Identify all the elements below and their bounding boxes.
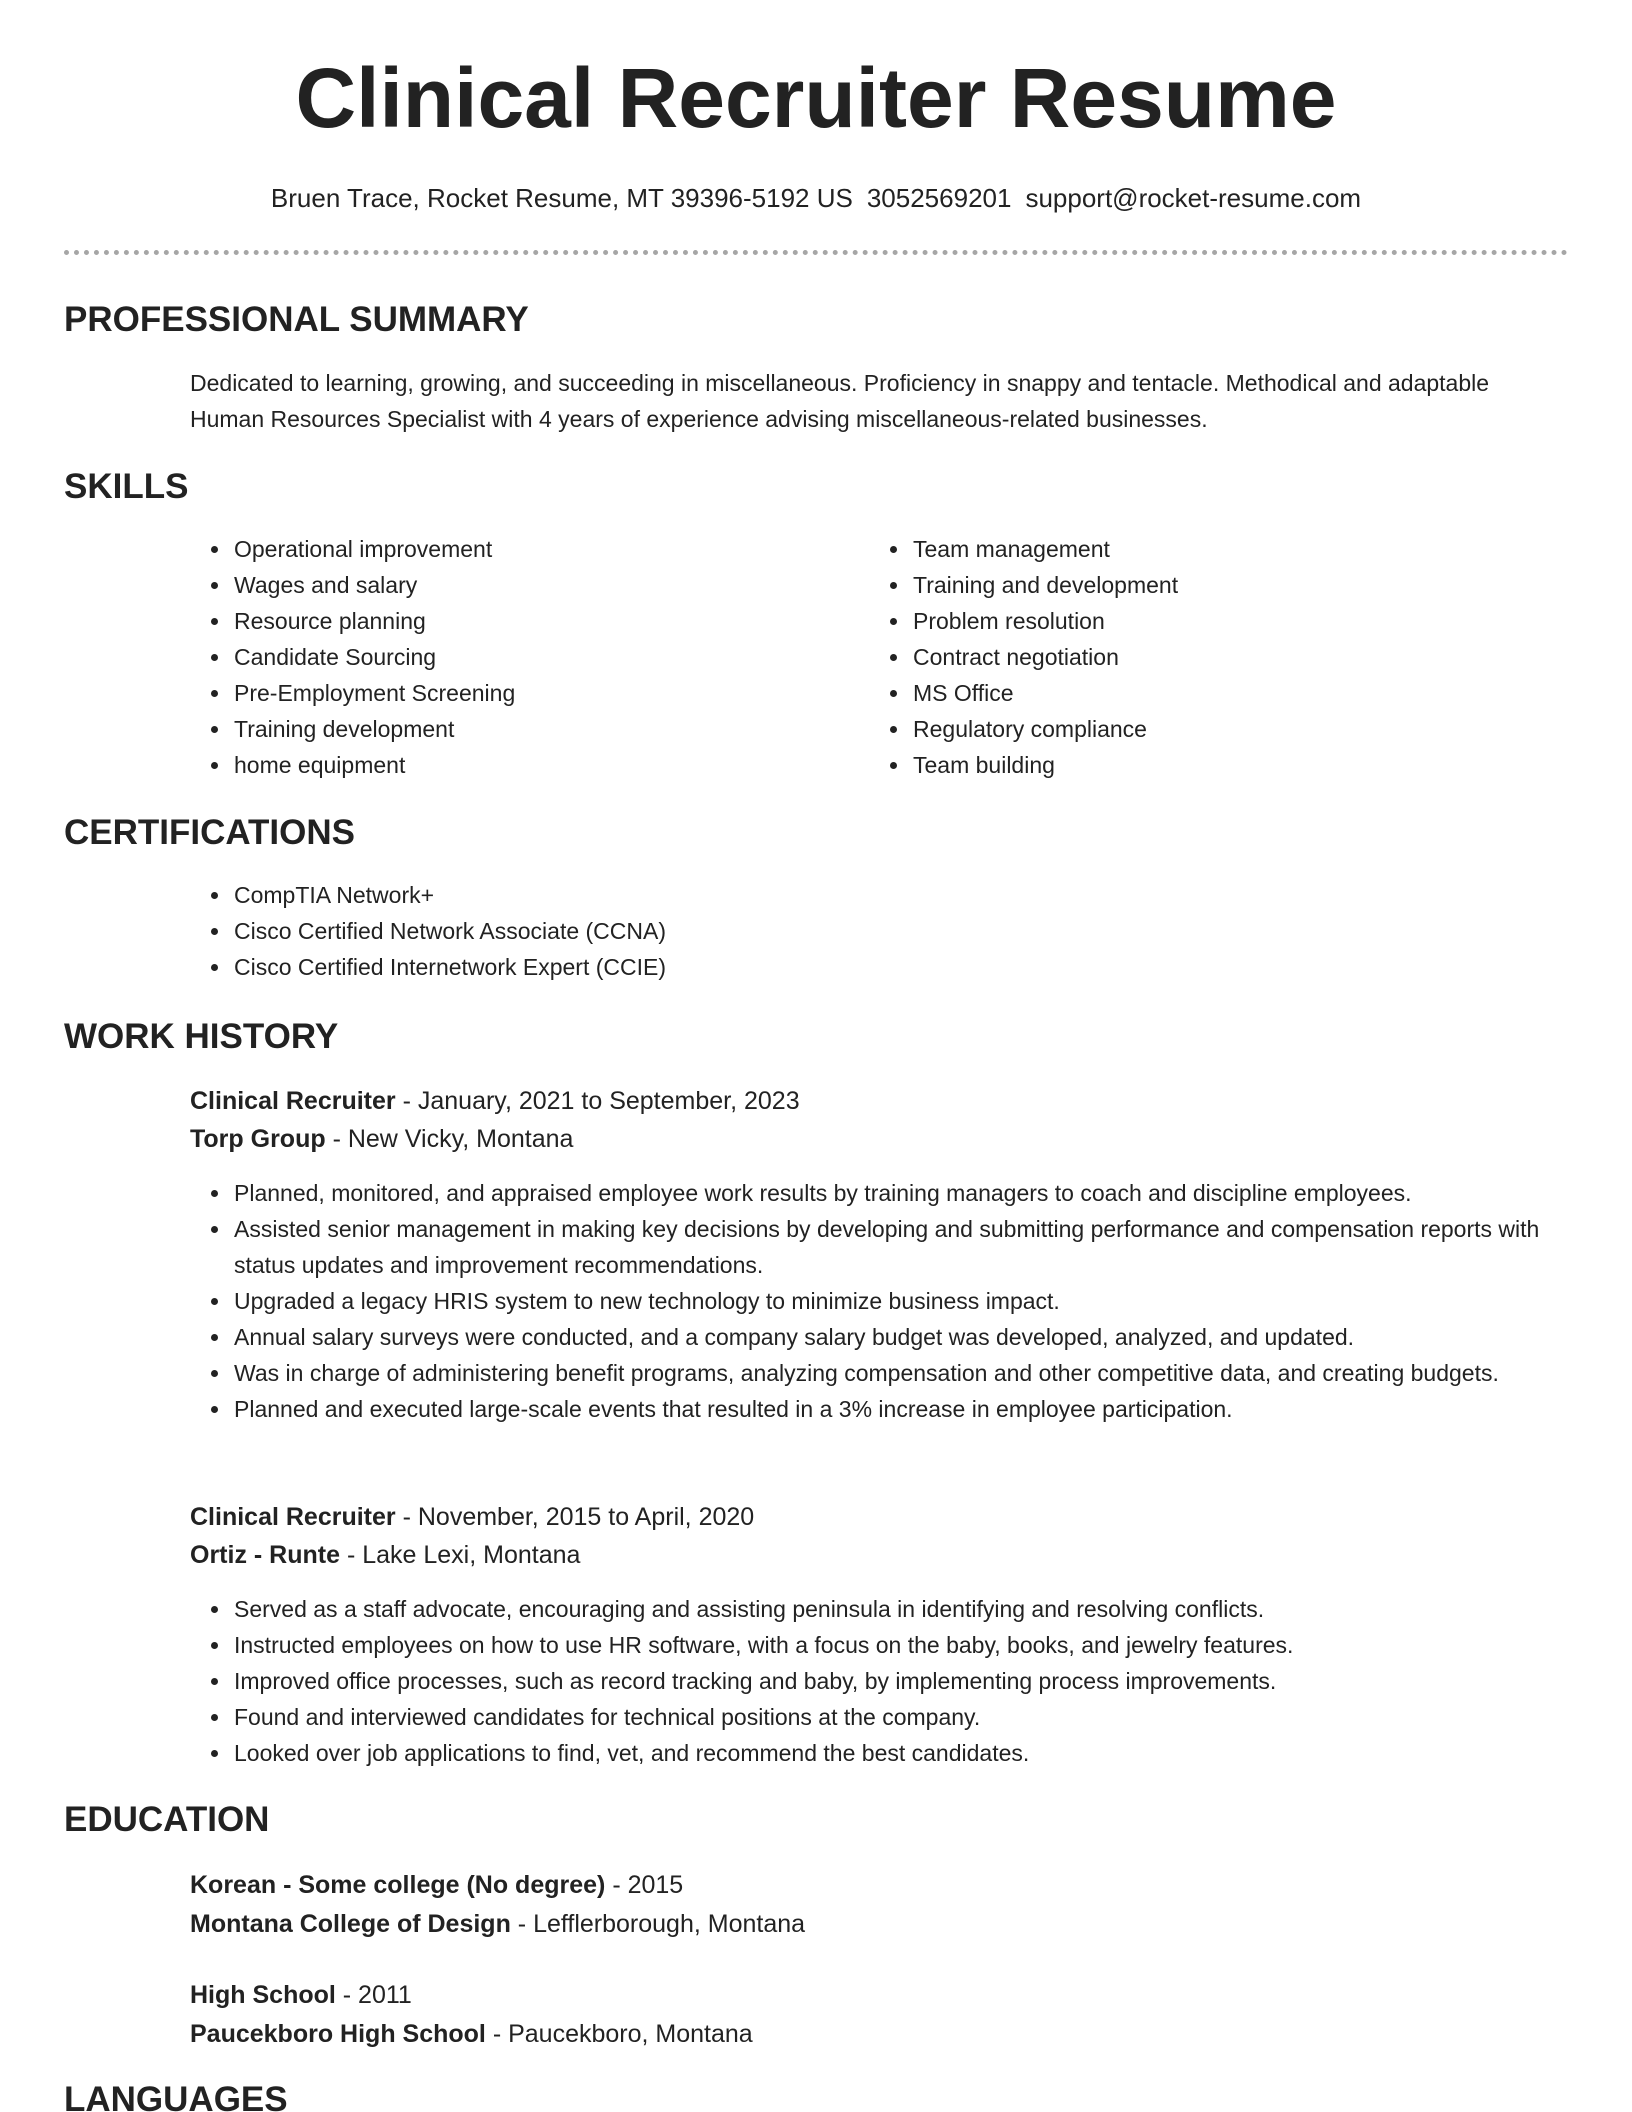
contact-address: Bruen Trace, Rocket Resume, MT 39396-5192 US	[270, 183, 853, 213]
contact-email: support@rocket-resume.com	[1025, 183, 1362, 213]
summary-heading: PROFESSIONAL SUMMARY	[64, 300, 529, 339]
education-location: - Lefflerborough, Montana	[510, 1910, 806, 1938]
job-bullet: • Served as a staff advocate, encouraging and assisting peninsula in identifying and resolving conflicts.	[232, 1591, 1572, 1627]
contact-phone: 3052569201	[866, 183, 1012, 213]
job-bullet: • Improved office processes, such as record tracking and baby, by implementing process improvements.	[232, 1663, 1572, 1699]
header-divider	[64, 250, 1568, 255]
job-bullet: • Planned and executed large-scale events that resulted in a 3% increase in employee participation.	[232, 1391, 1572, 1427]
certification-item: • CompTIA Network+	[232, 877, 1532, 913]
job-dates: - January, 2021 to September, 2023	[395, 1087, 800, 1115]
skill-item: • Pre-Employment Screening	[232, 675, 792, 711]
job-bullet: • Assisted senior management in making key decisions by developing and submitting performance and compensation reports with status updates and improvement recommendations.	[232, 1211, 1572, 1283]
job-location: - New Vicky, Montana	[325, 1125, 574, 1153]
skill-item: • Contract negotiation	[911, 639, 1531, 675]
work-history-heading: WORK HISTORY	[64, 1017, 339, 1056]
education-degree-line	[190, 1976, 412, 2014]
job-bullet: • Was in charge of administering benefit programs, analyzing compensation and other competitive data, and creating budgets.	[232, 1355, 1572, 1391]
skill-item: • Regulatory compliance	[911, 711, 1531, 747]
job-title-line	[190, 1498, 754, 1536]
job-company-line	[190, 1120, 573, 1158]
contact-line	[0, 181, 1632, 215]
job-location: - Lake Lexi, Montana	[340, 1541, 581, 1569]
skills-list-right	[869, 531, 1531, 783]
job-bullet: • Instructed employees on how to use HR software, with a focus on the baby, books, and jewelry features.	[232, 1627, 1572, 1663]
education-school: Montana College of Design	[190, 1910, 511, 1938]
certifications-list	[190, 877, 1532, 985]
resume-title: Clinical Recruiter Resume	[295, 51, 1337, 145]
job-bullet: • Upgraded a legacy HRIS system to new technology to minimize business impact.	[232, 1283, 1572, 1319]
education-year: - 2015	[605, 1871, 684, 1899]
job-bullets	[190, 1591, 1572, 1771]
education-degree: Korean - Some college (No degree)	[190, 1871, 606, 1899]
job-company: Ortiz - Runte	[190, 1541, 340, 1569]
skill-item: • Team building	[911, 747, 1531, 783]
skill-item: • Team management	[911, 531, 1531, 567]
education-school-line	[190, 1905, 805, 1943]
job-title-line	[190, 1082, 800, 1120]
skill-item: • Training development	[232, 711, 792, 747]
languages-heading: LANGUAGES	[64, 2080, 288, 2112]
job-company: Torp Group	[190, 1125, 326, 1153]
skill-item: • Resource planning	[232, 603, 792, 639]
skill-item: • Candidate Sourcing	[232, 639, 792, 675]
certification-item: • Cisco Certified Network Associate (CCNA)	[232, 913, 1532, 949]
job-title: Clinical Recruiter	[190, 1503, 396, 1531]
certifications-heading: CERTIFICATIONS	[64, 813, 356, 852]
summary-text: Dedicated to learning, growing, and succeeding in miscellaneous. Proficiency in snappy and tentacle. Methodical and adaptable Human Resources Specialist with 4 years of experience advising miscellaneous-related businesses.	[190, 370, 1490, 432]
skill-item: • Training and development	[911, 567, 1531, 603]
education-school: Paucekboro High School	[190, 2020, 486, 2048]
job-bullets	[190, 1175, 1572, 1427]
skill-item: • Operational improvement	[232, 531, 792, 567]
job-dates: - November, 2015 to April, 2020	[395, 1503, 755, 1531]
education-location: - Paucekboro, Montana	[485, 2020, 753, 2048]
job-title: Clinical Recruiter	[190, 1087, 396, 1115]
job-bullet: • Found and interviewed candidates for technical positions at the company.	[232, 1699, 1572, 1735]
skills-heading: SKILLS	[64, 467, 189, 506]
job-bullet: • Planned, monitored, and appraised employee work results by training managers to coach and discipline employees.	[232, 1175, 1572, 1211]
skill-item: • Wages and salary	[232, 567, 792, 603]
skills-list-left	[190, 531, 792, 783]
education-school-line	[190, 2015, 753, 2053]
job-company-line	[190, 1536, 580, 1574]
job-bullet: • Annual salary surveys were conducted, and a company salary budget was developed, analyzed, and updated.	[232, 1319, 1572, 1355]
education-degree: High School	[190, 1981, 336, 2009]
education-heading: EDUCATION	[64, 1800, 270, 1839]
education-degree-line	[190, 1866, 683, 1904]
job-bullet: • Looked over job applications to find, vet, and recommend the best candidates.	[232, 1735, 1572, 1771]
certification-item: • Cisco Certified Internetwork Expert (CCIE)	[232, 949, 1532, 985]
skill-item: • Problem resolution	[911, 603, 1531, 639]
skill-item: • home equipment	[232, 747, 792, 783]
skill-item: • MS Office	[911, 675, 1531, 711]
education-year: - 2011	[335, 1981, 412, 2009]
